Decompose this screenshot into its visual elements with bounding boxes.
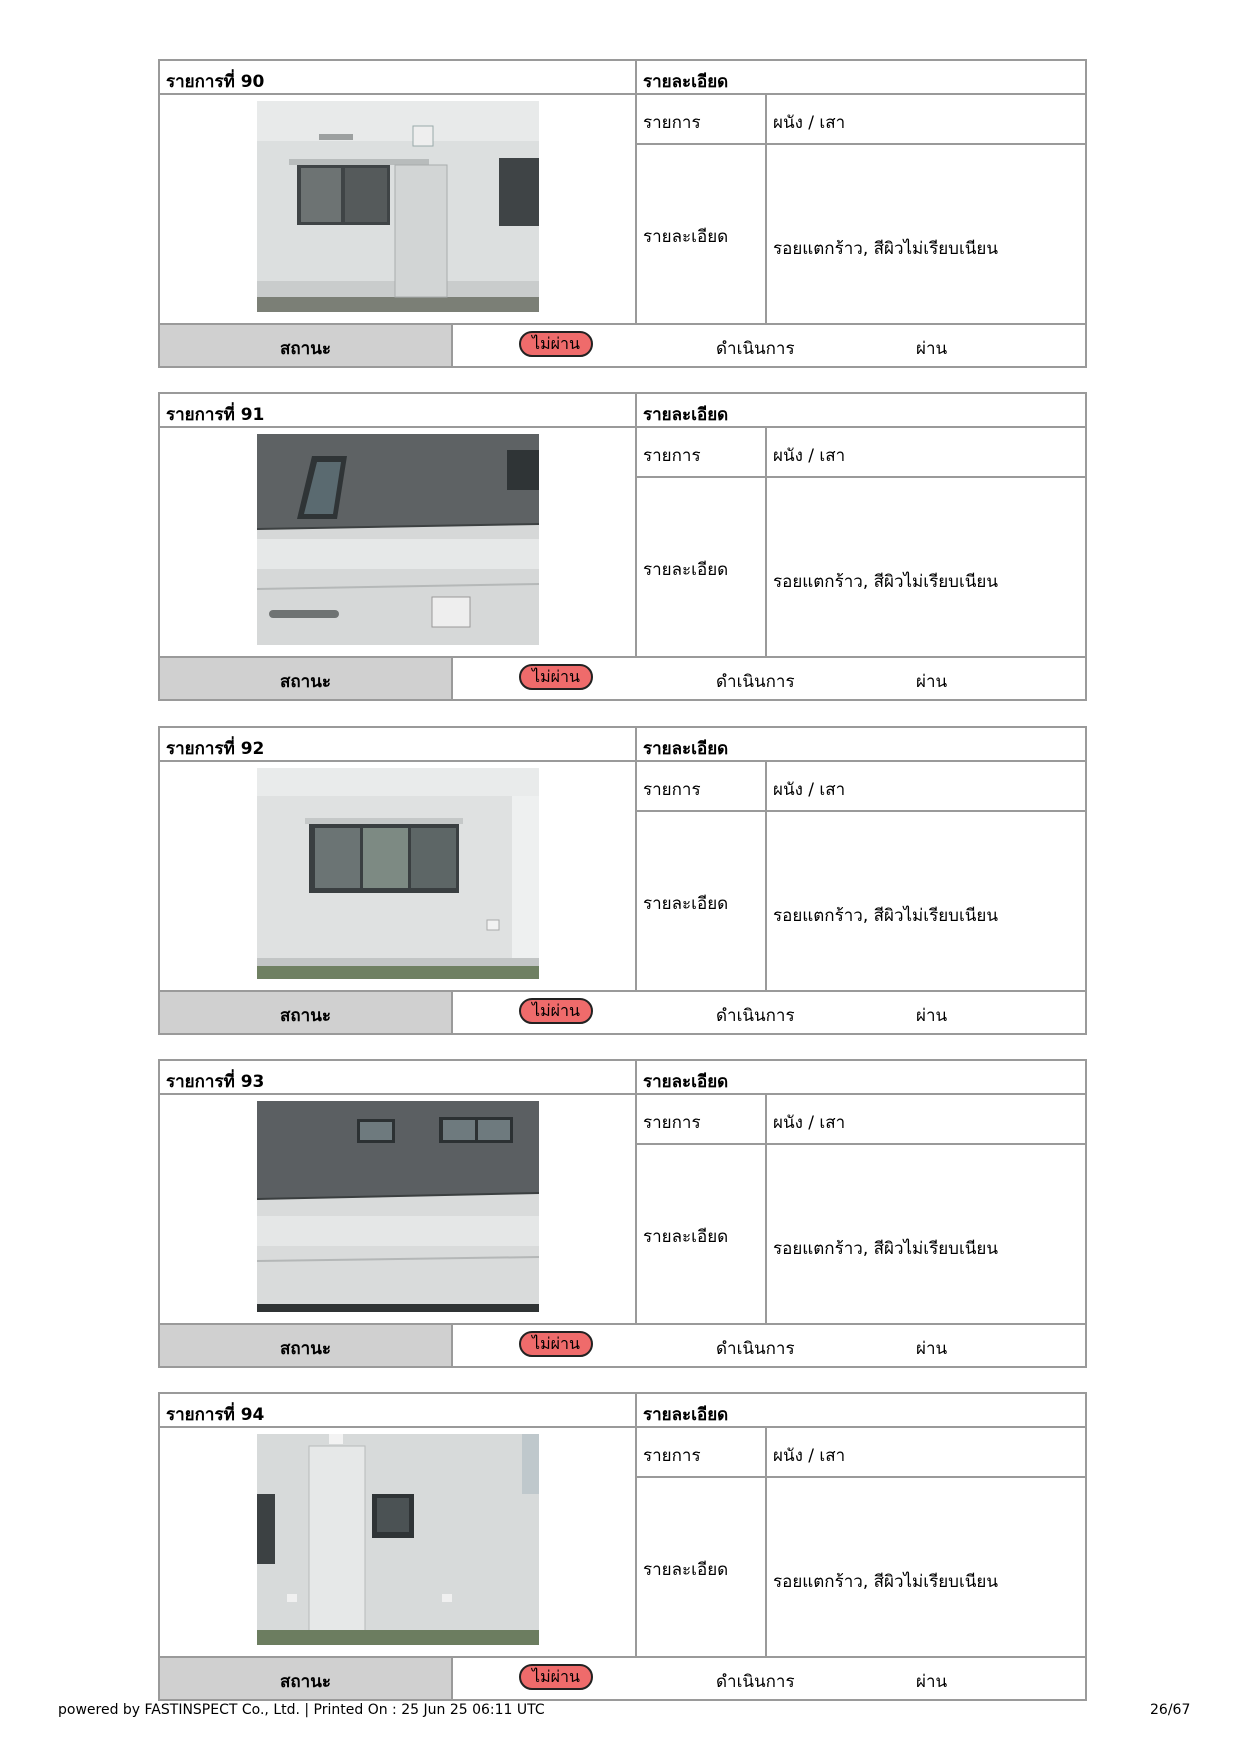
detail-header xyxy=(637,61,1085,95)
detail-label-cell xyxy=(637,1145,767,1323)
item-value-cell xyxy=(767,1095,1085,1145)
item-value-cell xyxy=(767,762,1085,812)
detail-text: รอยแตกร้าว, สีผิวไม่เรียบเนียน xyxy=(773,1572,998,1592)
status-in-progress[interactable]: ดำเนินการ xyxy=(716,1339,795,1359)
item-header xyxy=(160,1061,637,1095)
status-row xyxy=(160,990,1085,1033)
item-header xyxy=(160,1394,637,1428)
status-label: สถานะ xyxy=(280,672,331,692)
status-row xyxy=(160,1656,1085,1699)
status-in-progress[interactable]: ดำเนินการ xyxy=(716,1672,795,1692)
footer-powered-by: powered by FASTINSPECT Co., Ltd. | Printed On : 25 Jun 25 06:11 UTC xyxy=(58,1702,545,1718)
detail-text: รอยแตกร้าว, สีผิวไม่เรียบเนียน xyxy=(773,572,998,592)
detail-label: รายละเอียด xyxy=(643,227,729,247)
detail-value-cell xyxy=(767,478,1085,656)
status-label: สถานะ xyxy=(280,1672,331,1692)
detail-text: รอยแตกร้าว, สีผิวไม่เรียบเนียน xyxy=(773,1239,998,1259)
inspection-photo[interactable] xyxy=(257,434,539,645)
detail-value-cell xyxy=(767,1145,1085,1323)
item-title: รายการที่ 91 xyxy=(166,405,265,425)
detail-header-label: รายละเอียด xyxy=(643,405,729,425)
status-in-progress[interactable]: ดำเนินการ xyxy=(716,339,795,359)
inspection-photo[interactable] xyxy=(257,768,539,979)
photo-cell xyxy=(160,1428,637,1656)
item-label-cell xyxy=(637,1428,767,1478)
status-fail-selected[interactable]: ไม่ผ่าน xyxy=(519,664,593,690)
item-category: ผนัง / เสา xyxy=(773,446,846,466)
detail-label-cell xyxy=(637,478,767,656)
status-label: สถานะ xyxy=(280,339,331,359)
status-pass[interactable]: ผ่าน xyxy=(916,672,948,692)
status-row xyxy=(160,656,1085,699)
detail-text: รอยแตกร้าว, สีผิวไม่เรียบเนียน xyxy=(773,239,998,259)
inspection-item xyxy=(158,726,1087,1035)
item-category: ผนัง / เสา xyxy=(773,1113,846,1133)
item-label: รายการ xyxy=(643,446,701,466)
item-header xyxy=(160,394,637,428)
item-header xyxy=(160,61,637,95)
item-value-cell xyxy=(767,95,1085,145)
detail-header-label: รายละเอียด xyxy=(643,72,729,92)
inspection-item xyxy=(158,1059,1087,1368)
item-value-cell xyxy=(767,428,1085,478)
item-category: ผนัง / เสา xyxy=(773,780,846,800)
detail-label: รายละเอียด xyxy=(643,1560,729,1580)
item-label: รายการ xyxy=(643,1113,701,1133)
status-fail-selected[interactable]: ไม่ผ่าน xyxy=(519,331,593,357)
status-pass[interactable]: ผ่าน xyxy=(916,339,948,359)
status-label-cell xyxy=(160,1658,453,1699)
item-label: รายการ xyxy=(643,113,701,133)
inspection-item xyxy=(158,392,1087,701)
status-in-progress[interactable]: ดำเนินการ xyxy=(716,1006,795,1026)
status-label: สถานะ xyxy=(280,1006,331,1026)
photo-cell xyxy=(160,1095,637,1323)
status-label-cell xyxy=(160,992,453,1033)
status-row xyxy=(160,323,1085,366)
inspection-item xyxy=(158,1392,1087,1701)
item-value-cell xyxy=(767,1428,1085,1478)
item-label: รายการ xyxy=(643,780,701,800)
detail-header-label: รายละเอียด xyxy=(643,739,729,759)
photo-cell xyxy=(160,428,637,656)
detail-header-label: รายละเอียด xyxy=(643,1405,729,1425)
detail-text: รอยแตกร้าว, สีผิวไม่เรียบเนียน xyxy=(773,906,998,926)
status-label-cell xyxy=(160,325,453,366)
detail-value-cell xyxy=(767,812,1085,990)
item-label: รายการ xyxy=(643,1446,701,1466)
detail-header xyxy=(637,728,1085,762)
detail-value-cell xyxy=(767,1478,1085,1656)
footer-page-number: 26/67 xyxy=(1150,1702,1191,1718)
status-pass[interactable]: ผ่าน xyxy=(916,1006,948,1026)
status-row xyxy=(160,1323,1085,1366)
status-label: สถานะ xyxy=(280,1339,331,1359)
detail-label: รายละเอียด xyxy=(643,894,729,914)
inspection-photo[interactable] xyxy=(257,101,539,312)
status-pass[interactable]: ผ่าน xyxy=(916,1339,948,1359)
detail-label: รายละเอียด xyxy=(643,560,729,580)
item-category: ผนัง / เสา xyxy=(773,113,846,133)
detail-value-cell xyxy=(767,145,1085,323)
photo-cell xyxy=(160,762,637,990)
inspection-photo[interactable] xyxy=(257,1101,539,1312)
status-fail-selected[interactable]: ไม่ผ่าน xyxy=(519,1664,593,1690)
status-label-cell xyxy=(160,658,453,699)
inspection-item xyxy=(158,59,1087,368)
status-fail-selected[interactable]: ไม่ผ่าน xyxy=(519,998,593,1024)
item-label-cell xyxy=(637,428,767,478)
item-title: รายการที่ 90 xyxy=(166,72,265,92)
status-in-progress[interactable]: ดำเนินการ xyxy=(716,672,795,692)
status-pass[interactable]: ผ่าน xyxy=(916,1672,948,1692)
item-header xyxy=(160,728,637,762)
item-title: รายการที่ 93 xyxy=(166,1072,265,1092)
detail-header xyxy=(637,1394,1085,1428)
inspection-photo[interactable] xyxy=(257,1434,539,1645)
item-label-cell xyxy=(637,762,767,812)
status-fail-selected[interactable]: ไม่ผ่าน xyxy=(519,1331,593,1357)
detail-header xyxy=(637,394,1085,428)
item-label-cell xyxy=(637,1095,767,1145)
detail-label-cell xyxy=(637,812,767,990)
detail-label-cell xyxy=(637,145,767,323)
detail-label: รายละเอียด xyxy=(643,1227,729,1247)
item-title: รายการที่ 94 xyxy=(166,1405,265,1425)
item-category: ผนัง / เสา xyxy=(773,1446,846,1466)
detail-header xyxy=(637,1061,1085,1095)
detail-label-cell xyxy=(637,1478,767,1656)
item-title: รายการที่ 92 xyxy=(166,739,265,759)
photo-cell xyxy=(160,95,637,323)
item-label-cell xyxy=(637,95,767,145)
detail-header-label: รายละเอียด xyxy=(643,1072,729,1092)
status-label-cell xyxy=(160,1325,453,1366)
